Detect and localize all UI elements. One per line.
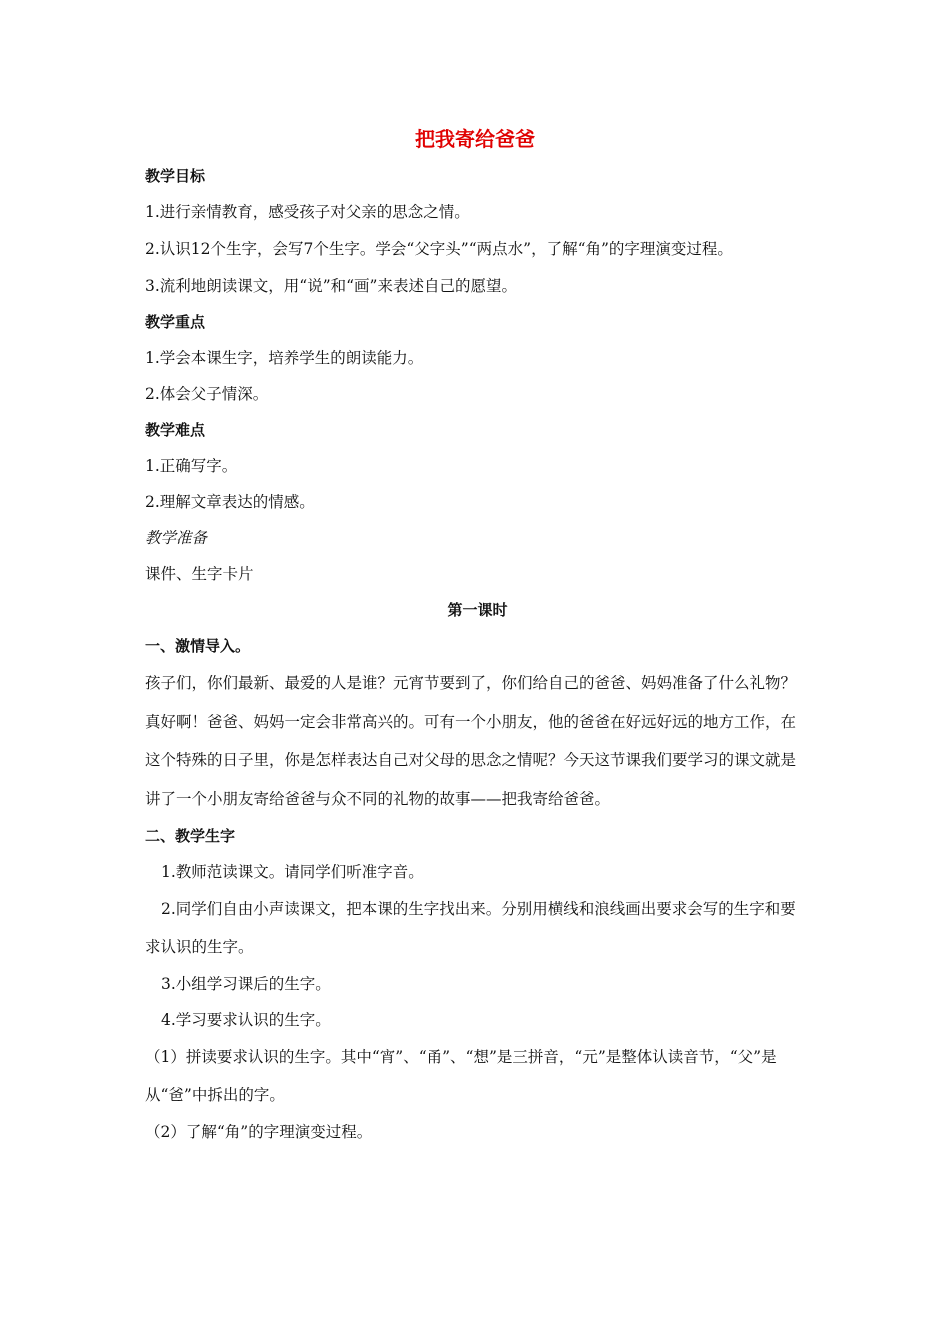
preparation-text: 课件、生字卡片 bbox=[145, 565, 254, 583]
key-point-item: 1.学会本课生字，培养学生的朗读能力。 bbox=[145, 349, 424, 367]
document-body bbox=[145, 158, 810, 1150]
section2-sub-item: （1）拼读要求认识的生字。其中“宵”、“甬”、“想”是三拼音，“元”是整体认读音节，“父”是从“爸”中拆出的字。 bbox=[145, 1048, 777, 1104]
difficulty-item: 2.理解文章表达的情感。 bbox=[145, 493, 315, 511]
difficulty-item: 1.正确写字。 bbox=[145, 457, 238, 475]
section2-item: 3.小组学习课后的生字。 bbox=[161, 975, 331, 993]
preparation-heading: 教学准备 bbox=[145, 529, 208, 547]
objective-item: 2.认识12个生字，会写7个生字。学会“父字头”“两点水”，了解“角”的字理演变过程。 bbox=[145, 240, 733, 258]
key-point-item: 2.体会父子情深。 bbox=[145, 385, 269, 403]
section2-item: 4.学习要求认识的生字。 bbox=[161, 1011, 331, 1029]
objective-item: 3.流利地朗读课文，用“说”和“画”来表述自己的愿望。 bbox=[145, 277, 517, 295]
difficulties-heading: 教学难点 bbox=[145, 421, 206, 439]
document-title: 把我寄给爸爸 bbox=[415, 127, 535, 151]
section2-sub-item: （2）了解“角”的字理演变过程。 bbox=[145, 1123, 373, 1141]
section1-heading: 一、激情导入。 bbox=[145, 637, 251, 655]
section2-heading: 二、教学生字 bbox=[145, 827, 236, 845]
objective-item: 1.进行亲情教育，感受孩子对父亲的思念之情。 bbox=[145, 203, 470, 221]
lesson-title: 第一课时 bbox=[447, 601, 508, 619]
key-points-heading: 教学重点 bbox=[145, 313, 206, 331]
section2-item: 1.教师范读课文。请同学们听准字音。 bbox=[161, 863, 424, 881]
section1-paragraph: 孩子们，你们最新、最爱的人是谁？元宵节要到了，你们给自己的爸爸、妈妈准备了什么礼物？真好啊！爸爸、妈妈一定会非常高兴的。可有一个小朋友，他的爸爸在好远好远的地方工作，在这个特殊的日子里，你是怎样表达自己对父母的思念之情呢？今天这节课我们要学习的课文就是讲了一个小朋友寄给爸爸与众不同的礼物的故事——把我寄给爸爸。 bbox=[145, 674, 797, 808]
objectives-heading: 教学目标 bbox=[145, 167, 206, 185]
section2-item: 2.同学们自由小声读课文，把本课的生字找出来。分别用横线和浪线画出要求会写的生字和要求认识的生字。 bbox=[145, 900, 796, 956]
